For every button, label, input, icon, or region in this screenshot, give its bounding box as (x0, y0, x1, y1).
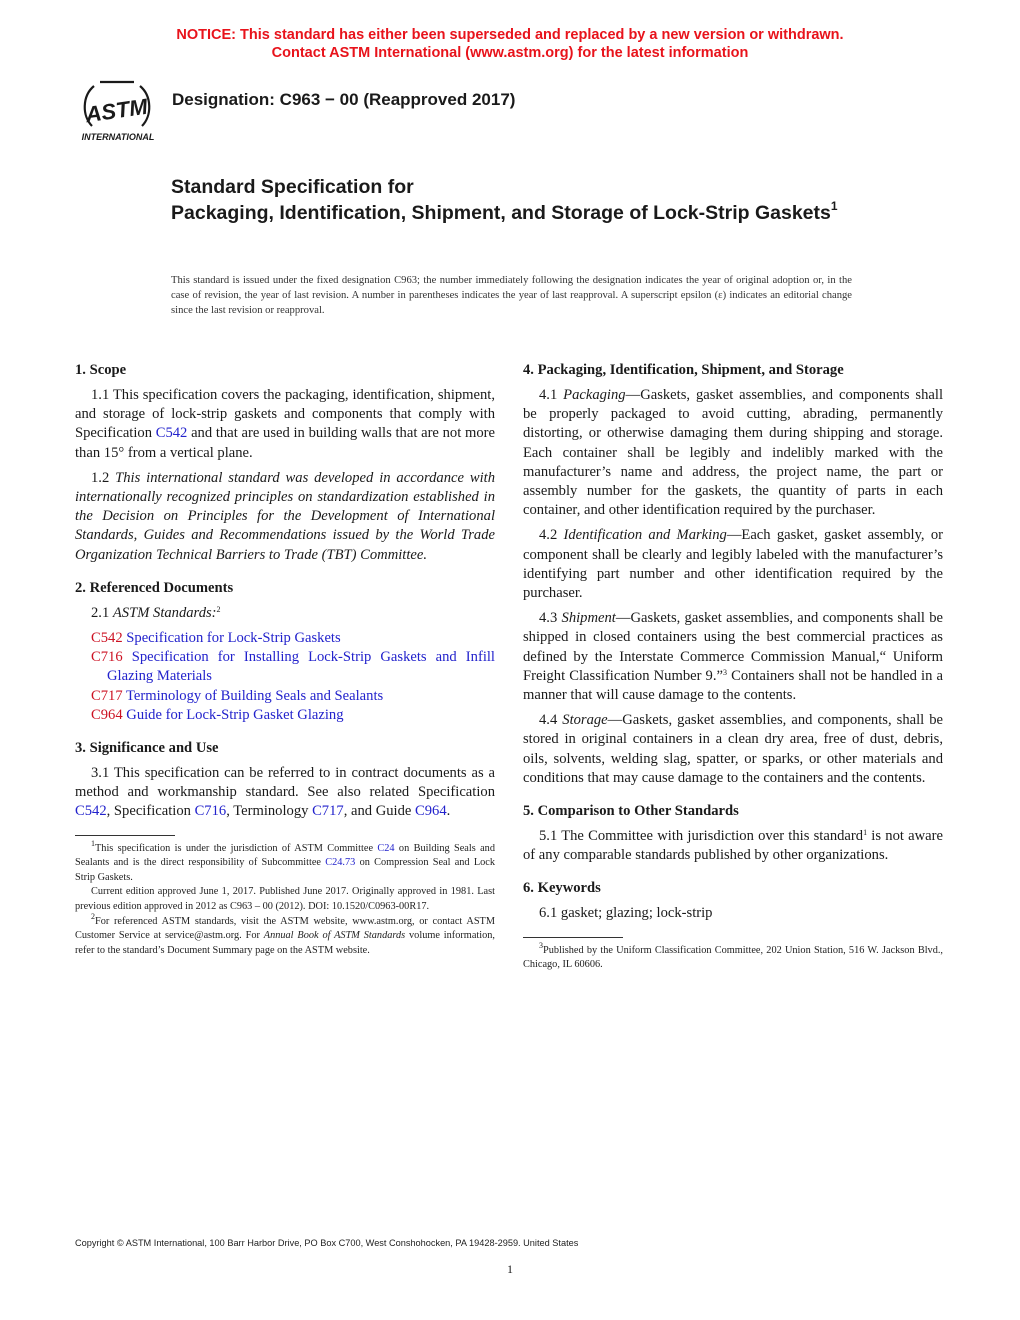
section-keywords (523, 878, 943, 923)
page-title (171, 174, 871, 226)
section-heading: 1. Scope (75, 362, 127, 378)
paragraph-3-1: 3.1 This specification can be referred to in contract documents as a method and workmanship standard. See also related Specification C542, Specification C716, Terminology C717, and Guide C964. (75, 765, 495, 820)
reference-item[interactable]: C717 Terminology of Building Seals and Sealants (91, 687, 384, 704)
link-c716[interactable]: C716 (194, 803, 227, 820)
section-significance (75, 738, 495, 822)
designation: Designation: C963 − 00 (Reapproved 2017) (172, 90, 516, 109)
copyright-notice: Copyright © ASTM International, 100 Barr Harbor Drive, PO Box C700, West Conshohocken, PA 19428-2959. United States (75, 1238, 579, 1248)
paragraph-1-1: 1.1 This specification covers the packaging, identification, shipment, and storage of lock-strip gaskets and components that comply with Specification C542 and that are used in building walls that are not more than 15° from a vertical plane. (75, 387, 495, 461)
paragraph-4-4: 4.4 Storage—Gaskets, gasket assemblies, and components, shall be stored in original containers in a clean dry area, free of dust, debris, oils, solvents, welding slag, spatter, or sparks, or other materials and conditions that may cause damage to the containers and the contents. (523, 712, 943, 786)
section-referenced (75, 578, 495, 725)
section-scope (75, 360, 495, 565)
section-packaging (523, 360, 943, 788)
paragraph-1-2: 1.2 This international standard was developed in accordance with internationally recognized principles on standardization established in the Decision on Principles for the Development of International Standards, Guides and Recommendations issued by the World Trade Organization Technical Barriers to Trade (TBT) Committee. (75, 469, 496, 563)
section-heading: 5. Comparison to Other Standards (523, 803, 739, 820)
page-number: 1 (507, 1262, 513, 1276)
notice-line-1: NOTICE: This standard has either been superseded and replaced by a new version or withdrawn. (176, 27, 844, 43)
link-c542[interactable]: C542 (155, 425, 188, 442)
footnote-2: $^2$For referenced ASTM standards, visit the ASTM website, www.astm.org, or contact ASTM Customer Service at service@astm.org. For Annual Book of ASTM Standards volume information, refer to the standard’s Document Summary page on the ASTM website. (75, 911, 495, 956)
paragraph-4-2: 4.2 Identification and Marking—Each gasket, gasket assembly, or component shall be clearly and legibly labeled with the manufacturer’s identifying part number and other identification required by the purchaser. (523, 527, 943, 602)
astm-logo (74, 74, 160, 144)
paragraph-5-1: 5.1 The Committee with jurisdiction over this standard$^1$ is not aware of any comparable standards published by other organizations. (523, 828, 943, 864)
logo-subtext: INTERNATIONAL (81, 132, 155, 142)
footnote-3: $^3$Published by the Uniform Classification Committee, 202 Union Station, 516 W. Jackson Blvd., Chicago, IL 60606. (523, 940, 943, 971)
logo-letters: ASTM (83, 93, 150, 128)
reference-list (75, 629, 495, 725)
title-line-2: Packaging, Identification, Shipment, and Storage of Lock-Strip Gaskets (171, 202, 831, 224)
paragraph-4-3: 4.3 Shipment—Gaskets, gasket assemblies, and components shall be shipped in closed containers using the best commercial practices as defined by the Interstate Commerce Commission Manual,“ Uniform Freight Classification Number 9.”$^3$ Containers shall not be handled in a manner that will cause damage to the contents. (523, 610, 943, 704)
paragraph-2-1: 2.1 ASTM Standards:$^2$ (91, 604, 221, 621)
footnote-1-edition: Current edition approved June 1, 2017. Published June 2017. Originally approved in 1981. Last previous edition approved in 2012 as C963 – 00 (2012). DOI: 10.1520/C0963-00R17. (75, 886, 495, 913)
link-c24-73[interactable]: C24.73 (325, 857, 356, 869)
link-c542[interactable]: C542 (75, 803, 107, 820)
link-c964[interactable]: C964 (415, 803, 447, 820)
section-comparison (523, 801, 943, 865)
footnotes-left (75, 838, 495, 959)
section-heading: 4. Packaging, Identification, Shipment, and Storage (523, 362, 844, 378)
footnote-divider (523, 937, 623, 938)
section-heading: 3. Significance and Use (75, 740, 219, 757)
footnote-1: $^1$This specification is under the jurisdiction of ASTM Committee C24 on Building Seals and Sealants and is the direct responsibility of Subcommittee C24.73 on Compression Seal and Lock Strip Gaskets. (75, 838, 495, 883)
paragraph-4-1: 4.1 Packaging—Gaskets, gasket assemblies, and components shall be properly packaged to avoid cutting, abrading, permanently distorting, or otherwise damaging them during shipping and storage. Each container shall be legibly and indelibly marked with the manufacturer’s name and address, the project name, the part or assembly number for the gaskets, the quantity of parts in each container, and other identification required by the purchaser. (523, 387, 943, 519)
issued-note: This standard is issued under the fixed designation C963; the number immediately following the designation indicates the year of original adoption or, in the case of revision, the year of last revision. A number in parentheses indicates the year of last reapproval. A superscript epsilon (ε) indicates an editorial change since the last revision or reapproval. (171, 275, 852, 316)
link-c717[interactable]: C717 (312, 803, 344, 820)
section-heading: 6. Keywords (523, 880, 601, 897)
paragraph-6-1: 6.1 gasket; glazing; lock-strip (539, 905, 713, 922)
footnote-divider (75, 835, 175, 836)
link-c24[interactable]: C24 (377, 842, 395, 854)
section-heading: 2. Referenced Documents (75, 579, 234, 596)
title-line-1: Standard Specification for (171, 176, 414, 198)
reference-item[interactable]: C716 Specification for Installing Lock-Strip Gaskets and Infill Glazing Materials (91, 649, 495, 685)
notice-line-2: Contact ASTM International (www.astm.org) for the latest information (271, 45, 749, 61)
right-column (523, 360, 943, 973)
left-column (75, 360, 495, 958)
withdrawal-notice (0, 26, 1020, 62)
title-footnote-mark: 1 (830, 199, 838, 213)
reference-item[interactable]: C542 Specification for Lock-Strip Gaskets (91, 630, 341, 647)
reference-item[interactable]: C964 Guide for Lock-Strip Gasket Glazing (91, 706, 344, 723)
